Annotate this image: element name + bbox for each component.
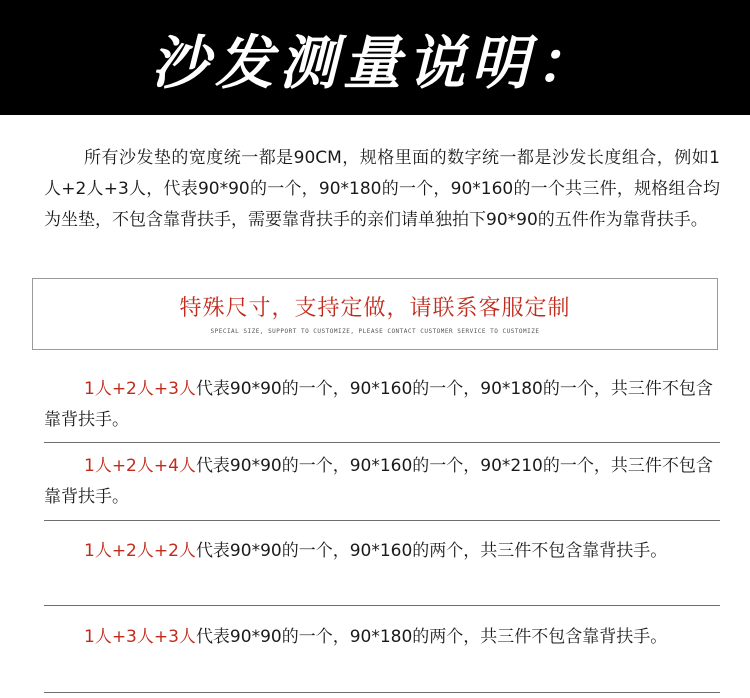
option-item bbox=[44, 536, 720, 567]
divider bbox=[44, 692, 720, 693]
option-item bbox=[44, 451, 720, 513]
notice-sub-text: SPECIAL SIZE, SUPPORT TO CUSTOMIZE, PLEASE CONTACT CUSTOMER SERVICE TO CUSTOMIZE bbox=[210, 328, 540, 335]
option-desc: 代表90*90的一个，90*160的一个，90*180的一个，共三件不包含靠背扶手。 bbox=[44, 379, 713, 430]
option-item bbox=[44, 622, 720, 653]
option-desc: 代表90*90的一个，90*160的一个，90*210的一个，共三件不包含靠背扶手。 bbox=[44, 456, 713, 507]
page-title: 沙发测量说明： bbox=[150, 28, 599, 97]
option-combo: 1人+2人+3人 bbox=[84, 379, 196, 399]
divider bbox=[44, 605, 720, 606]
option-combo: 1人+2人+4人 bbox=[84, 456, 196, 476]
option-item bbox=[44, 374, 720, 436]
option-combo: 1人+3人+3人 bbox=[84, 627, 196, 647]
intro-paragraph: 所有沙发垫的宽度统一都是90CM，规格里面的数字统一都是沙发长度组合，例如1人+2人+3人，代表90*90的一个，90*180的一个，90*160的一个共三件，规格组合均为坐垫，不包含靠背扶手，需要靠背扶手的亲们请单独拍下90*90的五件作为靠背扶手。 bbox=[44, 148, 720, 230]
divider bbox=[44, 520, 720, 521]
divider bbox=[44, 442, 720, 443]
notice-main-text: 特殊尺寸，支持定做，请联系客服定制 bbox=[179, 296, 571, 321]
option-desc: 代表90*90的一个，90*160的两个，共三件不包含靠背扶手。 bbox=[195, 541, 668, 561]
option-combo: 1人+2人+2人 bbox=[84, 541, 196, 561]
custom-size-notice bbox=[32, 278, 718, 350]
option-desc: 代表90*90的一个，90*180的两个，共三件不包含靠背扶手。 bbox=[195, 627, 668, 647]
header-banner bbox=[0, 0, 750, 115]
